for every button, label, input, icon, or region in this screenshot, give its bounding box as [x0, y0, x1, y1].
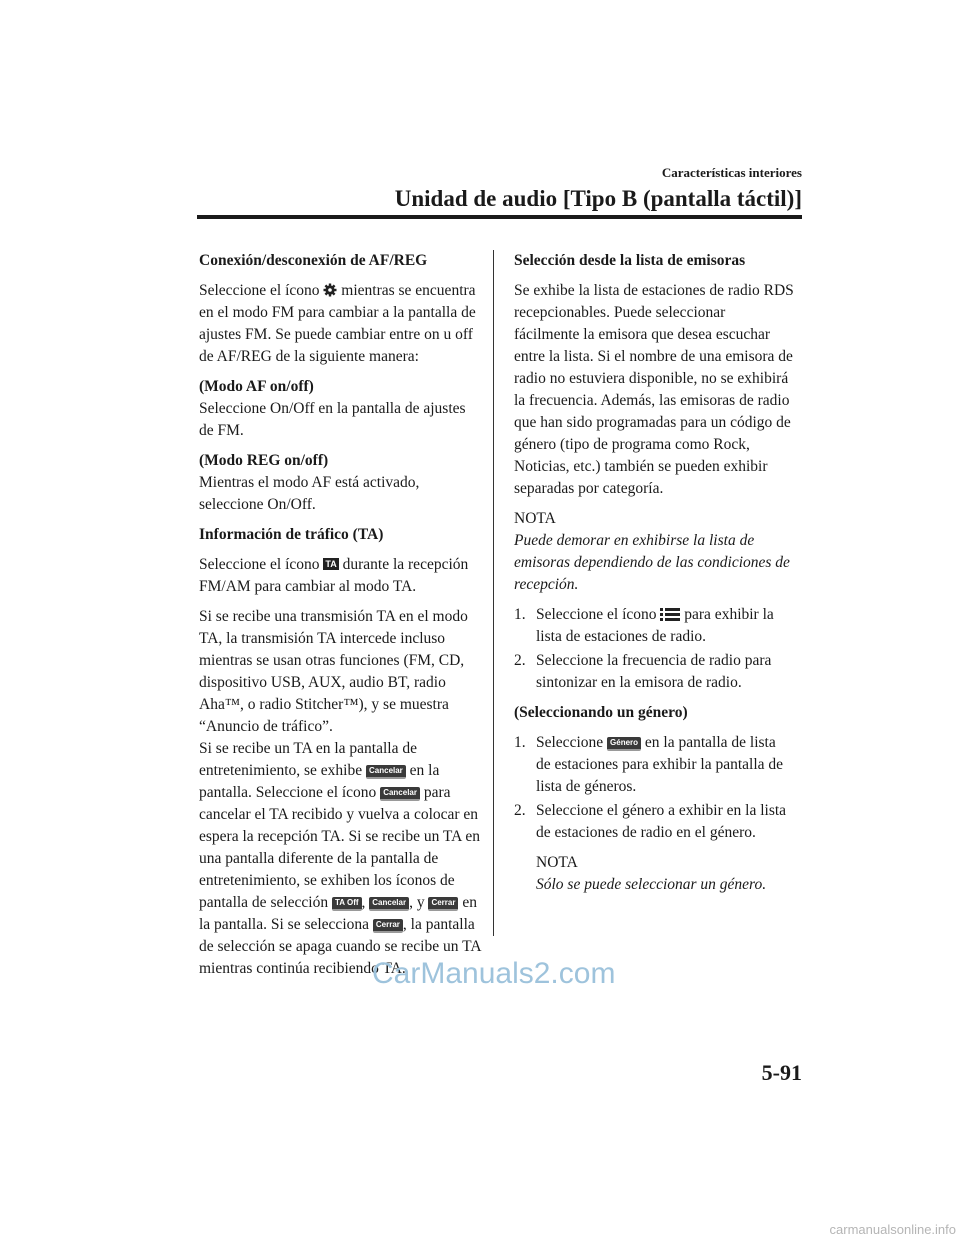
- gear-icon: [323, 283, 337, 297]
- paragraph-ta-interrupt: Si se recibe una transmisión TA en el modo TA, la transmisión TA intercede incluso mientras se usan otras funciones (FM, CD, dispositivo USB, AUX, audio BT, radio Aha™, o radio Stitcher™), y se muestra “Anuncio de tráfico”.: [199, 608, 468, 735]
- paragraph-ta-select: [199, 554, 481, 598]
- text: mientras se encuentra en el modo FM para cambiar a la pantalla de ajustes FM. Se puede cambiar entre on u off de AF/REG de la siguiente manera:: [199, 282, 476, 365]
- list-item: [514, 650, 794, 694]
- cancelar-button-icon: Cancelar: [380, 787, 420, 801]
- heading-traffic-info: Información de tráfico (TA): [199, 526, 384, 543]
- nota-text: Puede demorar en exhibirse la lista de emisoras dependiendo de las condiciones de recepción.: [514, 532, 790, 593]
- list-item: [514, 732, 794, 798]
- ta-off-button-icon: TA Off: [332, 897, 362, 911]
- text: Seleccione el ícono: [536, 606, 657, 623]
- text: para exhibir la lista de estaciones de radio.: [536, 606, 774, 645]
- header-rule: [197, 215, 802, 219]
- subheading-reg: (Modo REG on/off): [199, 452, 329, 469]
- text: Seleccione: [536, 734, 604, 751]
- step-number: 2.: [514, 652, 526, 669]
- ta-icon: TA: [325, 559, 337, 569]
- subheading-af: (Modo AF on/off): [199, 378, 314, 395]
- page-number: 5-91: [761, 1060, 802, 1085]
- paragraph-station-list: Se exhibe la lista de estaciones de radio RDS recepcionables. Puede seleccionar fácilmente la emisora que desea escuchar entre la lista. Si el nombre de una emisora de radio no estuviera disponible, no se exhibirá la frecuencia. Además, las emisoras de radio que han sido programadas para un código de género (tipo de programa como Rock, Noticias, etc.) también se pueden exhibir separadas por categoría.: [514, 282, 794, 497]
- left-column: [199, 250, 481, 988]
- paragraph-ta-entertainment: [199, 738, 481, 980]
- text: Seleccione el ícono: [199, 556, 320, 573]
- text: durante la recepción FM/AM para cambiar al modo TA.: [199, 556, 469, 595]
- step-number: 1.: [514, 606, 526, 623]
- steps-list-genre: [514, 732, 794, 844]
- text: en la pantalla. Seleccione el ícono: [199, 762, 440, 801]
- text: en la pantalla. Si se selecciona: [199, 894, 477, 933]
- cerrar-button-icon: Cerrar: [428, 897, 458, 911]
- list-icon: [660, 608, 680, 621]
- header-section: Características interiores: [661, 165, 802, 180]
- step-number: 2.: [514, 802, 526, 819]
- steps-list: [514, 604, 794, 694]
- nota-text: Sólo se puede seleccionar un género.: [536, 876, 767, 893]
- text: Seleccione la frecuencia de radio para sintonizar en la emisora de radio.: [536, 652, 772, 691]
- column-divider: [493, 250, 494, 936]
- header-title: Unidad de audio [Tipo B (pantalla táctil)]: [394, 186, 802, 211]
- paragraph-af-reg: [199, 280, 481, 368]
- cancelar-button-icon: Cancelar: [369, 897, 409, 911]
- paragraph-reg: Mientras el modo AF está activado, seleccione On/Off.: [199, 474, 420, 513]
- step-number: 1.: [514, 734, 526, 751]
- text: , y: [409, 894, 425, 911]
- footer-site: carmanualsonline.info: [829, 1222, 956, 1237]
- text: Seleccione el género a exhibir en la lista de estaciones de radio en el género.: [536, 802, 787, 841]
- nota-label: NOTA: [514, 510, 556, 527]
- heading-genre: (Seleccionando un género): [514, 704, 688, 721]
- text: Seleccione el ícono: [199, 282, 320, 299]
- nota-label: NOTA: [536, 854, 578, 871]
- genero-button-icon: Género: [607, 737, 641, 751]
- right-column: [514, 250, 794, 904]
- text: , la pantalla de selección se apaga cuando se recibe un TA mientras continúa recibiendo TA.: [199, 916, 481, 977]
- text: ,: [361, 894, 366, 911]
- text: Si se recibe un TA en la pantalla de entretenimiento, se exhibe: [199, 740, 417, 779]
- text: en la pantalla de lista de estaciones para exhibir la pantalla de lista de géneros.: [536, 734, 784, 795]
- nota-genre: [514, 852, 794, 896]
- heading-station-list: Selección desde la lista de emisoras: [514, 252, 746, 269]
- watermark: CarManuals2.com: [372, 957, 616, 990]
- text: para cancelar el TA recibido y vuelva a colocar en espera la recepción TA. Si se recibe un TA en una pantalla diferente de la pantalla de entretenimiento, se exhiben los íconos de pantalla de selección: [199, 784, 481, 911]
- list-item: [514, 800, 794, 844]
- cerrar-button-icon: Cerrar: [373, 919, 403, 933]
- list-item: [514, 604, 794, 648]
- cancelar-button-icon: Cancelar: [366, 765, 406, 779]
- paragraph-af: Seleccione On/Off en la pantalla de ajustes de FM.: [199, 400, 466, 439]
- heading-af-reg: Conexión/desconexión de AF/REG: [199, 252, 428, 269]
